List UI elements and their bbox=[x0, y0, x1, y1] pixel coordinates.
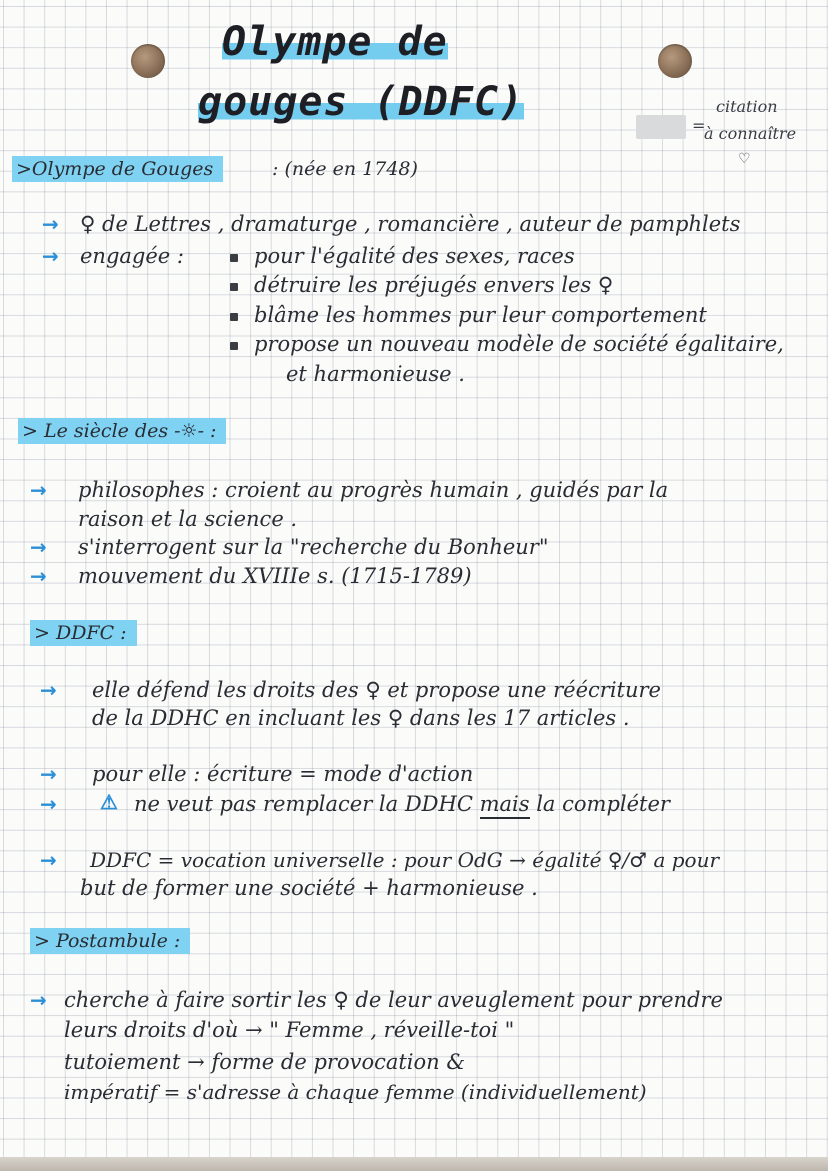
legend-text-line1: citation bbox=[716, 97, 778, 116]
line-philosophes: philosophes : croient au progrès humain , guidés par la bbox=[78, 478, 669, 502]
binder-hole-left bbox=[131, 44, 165, 78]
line-imperatif: impératif = s'adresse à chaque femme (individuellement) bbox=[64, 1080, 647, 1104]
arrow-icon: → bbox=[40, 792, 57, 816]
line-defend-droits: elle défend les droits des ♀ et propose une réécriture bbox=[92, 678, 661, 702]
arrow-icon: → bbox=[40, 762, 57, 786]
legend-text-line2: à connaître bbox=[704, 124, 797, 143]
bullet-item-3: blâme les hommes pur leur comportement bbox=[254, 303, 707, 327]
arrow-icon: → bbox=[30, 564, 47, 588]
warning-icon: ⚠ bbox=[100, 790, 118, 814]
page-title-line2: gouges (DDFC) bbox=[198, 79, 525, 125]
arrow-icon: → bbox=[42, 244, 59, 268]
line-vocation-universelle: DDFC = vocation universelle : pour OdG → égalité ♀/♂ a pour bbox=[90, 848, 720, 872]
arrow-icon: → bbox=[40, 678, 57, 702]
arrow-icon: → bbox=[42, 212, 59, 236]
line-defend-droits-cont: de la DDHC en incluant les ♀ dans les 17 articles . bbox=[92, 706, 630, 730]
line-tutoiement: tutoiement → forme de provocation & bbox=[64, 1050, 466, 1074]
line-vocation-cont: but de former une société + harmonieuse . bbox=[80, 876, 538, 900]
bullet-square-icon bbox=[230, 342, 238, 350]
line-philosophes-cont: raison et la science . bbox=[78, 507, 298, 531]
section-heading-siecle: > Le siècle des -☼- : bbox=[18, 420, 226, 442]
line-aveuglement: cherche à faire sortir les ♀ de leur aveuglement pour prendre bbox=[64, 988, 723, 1012]
bullet-item-2: détruire les préjugés envers les ♀ bbox=[254, 273, 614, 297]
legend-equals: = bbox=[692, 116, 706, 135]
legend-color-swatch bbox=[636, 115, 686, 139]
arrow-icon: → bbox=[30, 535, 47, 559]
line-mouvement: mouvement du XVIIIe s. (1715-1789) bbox=[78, 564, 472, 588]
line-ecriture-action: pour elle : écriture = mode d'action bbox=[92, 762, 474, 786]
section-heading-ddfc: > DDFC : bbox=[30, 622, 137, 644]
arrow-icon: → bbox=[40, 848, 57, 872]
label-engagee: engagée : bbox=[80, 244, 184, 268]
bullet-square-icon bbox=[230, 254, 238, 262]
bullet-square-icon bbox=[230, 283, 238, 291]
section-heading-olympe: >Olympe de Gouges bbox=[12, 158, 223, 180]
page-title-line1: Olympe de bbox=[222, 19, 448, 65]
bullet-square-icon bbox=[230, 313, 238, 321]
arrow-icon: → bbox=[30, 478, 47, 502]
arrow-icon: → bbox=[30, 988, 47, 1012]
birth-note: : (née en 1748) bbox=[272, 158, 418, 180]
binder-hole-right bbox=[658, 44, 692, 78]
section-heading-postambule: > Postambule : bbox=[30, 930, 190, 952]
bullet-item-1: pour l'égalité des sexes, races bbox=[254, 244, 575, 268]
bullet-item-4-cont: et harmonieuse . bbox=[286, 362, 465, 386]
line-aveuglement-cont: leurs droits d'où → " Femme , réveille-toi " bbox=[64, 1018, 515, 1042]
bullet-item-4: propose un nouveau modèle de société égalitaire, bbox=[254, 332, 784, 356]
line-bonheur: s'interrogent sur la "recherche du Bonheur" bbox=[78, 535, 549, 559]
heart-icon: ♡ bbox=[738, 151, 751, 167]
line-femme-de-lettres: ♀ de Lettres , dramaturge , romancière , auteur de pamphlets bbox=[80, 212, 741, 236]
page-bottom-edge bbox=[0, 1157, 828, 1171]
line-completer: ne veut pas remplacer la DDHC mais la compléter bbox=[134, 794, 670, 815]
